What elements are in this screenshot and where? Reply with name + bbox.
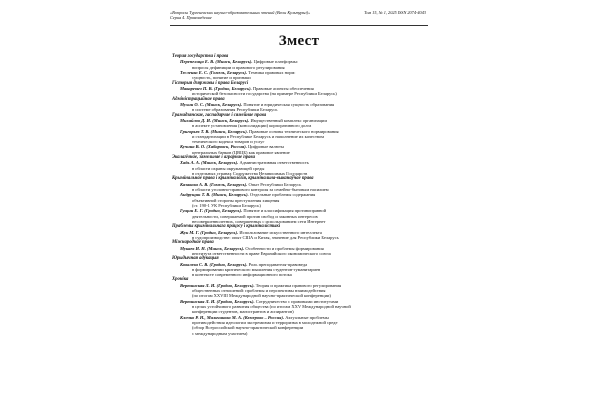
toc-entry-title: Роль преподавателя-правоведа	[247, 261, 308, 267]
toc-entry-title-continuation: общественных отношений: проблемы и перспективы взаимодействия	[192, 288, 326, 294]
toc-entry-title: Актуальные проблемы	[284, 314, 329, 320]
toc-entry-author: Ковалева С. В. (Гродно, Беларусь).	[180, 261, 248, 267]
toc-section-heading: Грамадзянскае, гаспадарчае і сямейнае права	[172, 112, 267, 118]
toc-entry[interactable]	[180, 144, 428, 155]
toc-entry-author: Вертинская Л. И. (Гродно, Беларусь).	[180, 298, 255, 304]
toc-section-heading: Хроніка	[172, 277, 189, 283]
toc-entry[interactable]	[180, 246, 428, 257]
toc-entry[interactable]	[180, 315, 428, 336]
toc-entry-title-continuation: исторической безопасности государства (на примере Республики Беларусь)	[192, 91, 337, 97]
toc-entry-title-continuation: противодействия идеологии экстремизма и терроризма в молодежной среде	[192, 319, 338, 325]
toc-entry[interactable]	[180, 283, 428, 299]
toc-entry-title: Цифровые платформы:	[252, 59, 298, 65]
toc-entry-author: Жук М. Г. (Гродно, Беларусь).	[180, 229, 239, 235]
toc-entry-title-continuation: вопросы дефиниции и правового регулирования	[192, 64, 285, 70]
page-header	[170, 10, 428, 24]
toc-entry[interactable]	[180, 59, 428, 70]
toc-entry-title-continuation: в аспекте установления (консолидации) корпоративного долга	[192, 123, 312, 129]
journal-name	[170, 10, 320, 20]
toc-entry[interactable]	[180, 208, 428, 224]
toc-entry-author: Вертинская Л. И. (Гродно, Беларусь).	[180, 282, 255, 288]
toc-entry[interactable]	[180, 102, 428, 113]
toc-entry[interactable]	[180, 160, 428, 176]
toc-entry-title-continuation: в области уголовно-правового контроля за семейно-бытовым насилием	[192, 187, 329, 193]
journal-line-1: «Вопросы Тургеневских научно-образовательных чтений (Весы Культурыi)»	[170, 10, 311, 15]
toc-entry[interactable]	[180, 262, 428, 278]
toc-section-heading: Міжнароднае права	[172, 240, 214, 246]
toc-entry-title-continuation: и стандартизации в Республике Беларусь и наполнение их качеством	[192, 133, 325, 139]
toc-section-heading: Праблемы крымінальнага працэсу і крыміналістыкі	[172, 224, 281, 230]
toc-entry-title: Административная ответственность	[238, 160, 309, 166]
toc-entry-title: Особенности и проблемы формирования	[244, 245, 324, 251]
toc-entry-title-continuation: технического кодекса товаров и услуг	[192, 139, 265, 145]
toc-entry-title-continuation: несовершеннолетних, совершенных с использованием сети Интернет	[192, 218, 326, 224]
toc-entry[interactable]	[180, 118, 428, 129]
toc-entry-author: Перепелица Е. В. (Минск, Беларусь).	[180, 59, 253, 65]
toc-entry-title: Опыт Республики Беларусь	[247, 181, 302, 187]
toc-entry-title: Цифровые валюты	[246, 144, 284, 150]
toc-entry-author: Кучина В. О. (Хабаровск, Россия).	[180, 144, 247, 150]
toc-entry-author: Тесленко Е. С. (Гомель, Беларусь).	[180, 70, 248, 75]
toc-entry-title: Теория и практика правового регулирования	[254, 282, 342, 288]
toc-entry-author: Макаревич П. В. (Гродно, Беларусь).	[180, 86, 252, 91]
toc-section-heading: Крымінальнае права і крыміналогія, крымінальна-выканаўчае права	[172, 176, 314, 182]
toc-entry-author: Хадь А. А. (Минск, Беларусь).	[180, 160, 239, 166]
toc-entry-title-continuation: института ответственности в праве Евразийского экономического союза	[192, 250, 331, 256]
toc-entry-title-continuation: сущность, понятие и признаки	[192, 75, 251, 81]
toc-entry-title-continuation: (обзор Всероссийской научно-практической конференции	[192, 325, 304, 331]
toc-entry-title: Сотрудничество с правовыми институтами	[254, 298, 339, 304]
toc-entry[interactable]	[180, 192, 428, 208]
toc-entry-author: Мукаев И. Н. (Минск, Беларусь).	[180, 245, 245, 251]
toc-entry-title-continuation: с международным участием)	[192, 330, 248, 336]
document-page	[170, 10, 428, 396]
journal-line-2: Серия 4. Правоведение	[170, 15, 212, 20]
toc-entry[interactable]	[180, 129, 428, 145]
toc-entry-author: Клочко Р. Н., Мальчикова М. А. (Кемерово – Россия).	[180, 314, 285, 320]
toc-entry-title: Понятие и классификация противоправной	[242, 208, 327, 214]
toc-entry-title-continuation: в целях устойчивого развития общества (по итогам XXV Международной научной	[192, 304, 351, 310]
toc-entry[interactable]	[180, 182, 428, 193]
toc-entry-title-continuation: в контексте современного информационного потока	[192, 272, 292, 278]
header-rule	[170, 25, 428, 26]
toc-section-heading: Адміністрацыйнае права	[172, 96, 225, 102]
toc-section-heading: Юрыдычная адукацыя	[172, 256, 219, 262]
toc-entry-title-continuation: в системе образования Республики Беларусь	[192, 107, 278, 113]
toc-entry-title-continuation: в области охраны окружающей среды	[192, 165, 265, 171]
toc-section-heading: Экалагічнае, зямельнае і аграрнае права	[172, 155, 255, 161]
toc-entry-title-continuation: в формировании критического мышления студентов-гуманитариев	[192, 266, 321, 272]
toc-entry-title-continuation: объективной стороны преступления хищения	[192, 197, 280, 203]
toc-entry-author: Казакова А. В. (Гомель, Беларусь).	[180, 181, 248, 187]
page-title: Змест	[278, 33, 320, 49]
toc-entry-title: Использование искусственного интеллекта	[238, 229, 322, 235]
toc-entry-title-continuation: (ст. 190-1 УК Республики Беларусь)	[192, 202, 261, 208]
toc-entry-author: Михайлов Д. И. (Минск, Беларусь).	[180, 118, 250, 123]
toc-entry-title-continuation: центральных банков (ЦВЦБ) как правовое явление	[192, 149, 290, 155]
issue-meta: Том 15, № 1, 2025 ISSN 2074-4043	[364, 10, 426, 15]
toc-entry-title-continuation: конференции студентов, магистрантов и аспирантов)	[192, 309, 294, 315]
toc-entry[interactable]	[180, 86, 428, 97]
toc-entry[interactable]	[180, 230, 428, 241]
toc-section-heading: Теория государства і права	[172, 54, 229, 59]
toc-entry-author: Гущин Е. Г. (Гродно, Беларусь).	[180, 208, 243, 214]
toc-entry-title: Имущественный комплекс организации	[249, 118, 327, 123]
toc-entry-title: Понятие и юридическая сущность образования	[242, 102, 335, 107]
toc-entry-title: Техника правовых норм:	[247, 70, 296, 75]
toc-entry-title: Отдельные проблемы содержания	[248, 192, 316, 198]
toc-entry-title-continuation: (по итогам XXVIII Международной научно-практической конференции)	[192, 293, 331, 299]
toc-entry-title: Правовые основы технического нормирования	[247, 128, 339, 134]
toc-entry-title-continuation: в отдельных странах Содружества Независимых Государств	[192, 171, 308, 177]
toc-entry[interactable]	[180, 70, 428, 81]
toc-entry-author: Григорьев Т. В. (Минск, Беларусь).	[180, 128, 248, 134]
toc-entry-author: Мухин О. С. (Минск, Беларусь).	[180, 102, 243, 107]
toc-entry-author: Андрущик Т. В. (Минск, Беларусь).	[180, 192, 249, 198]
toc-section-heading: Гісторыя дзяржавы і права Беларусі	[172, 80, 249, 86]
table-of-contents	[170, 54, 428, 336]
toc-entry[interactable]	[180, 299, 428, 315]
toc-entry-title-continuation: деятельности, совершаемой против свобод и законных интересов	[192, 213, 318, 219]
toc-entry-title-continuation: в судопроизводстве: опыт США и Китая, значение для Республики Беларусь	[192, 234, 339, 240]
toc-entry-title: Правовые аспекты обеспечения	[251, 86, 314, 91]
